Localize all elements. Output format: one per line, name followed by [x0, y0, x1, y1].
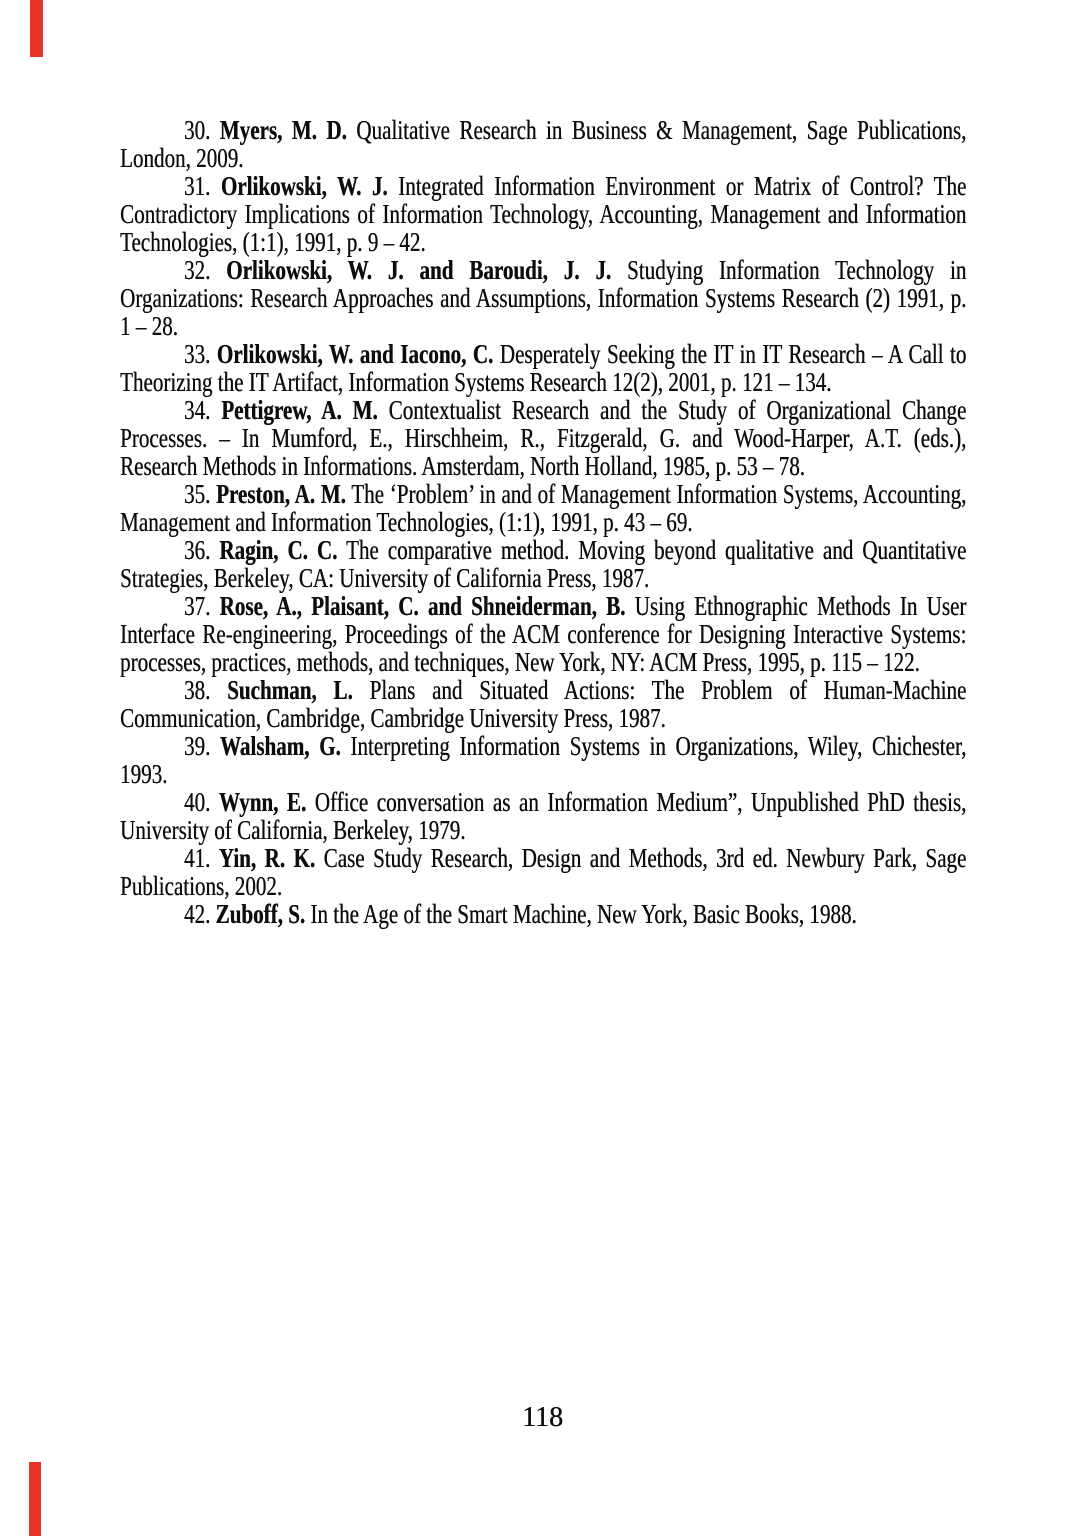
reference-authors: Rose, A., Plaisant, C. and Shneiderman, B. — [219, 591, 626, 621]
reference-authors: Orlikowski, W. J. — [220, 171, 388, 201]
reference-authors: Zuboff, S. — [215, 899, 306, 929]
reference-item — [120, 340, 966, 396]
reference-number: 31. — [183, 171, 211, 201]
reference-text: Desperately Seeking the IT in IT Research – A Call to Theorizing the IT Artifact, Information Systems Research 12(2), 2001, p. 121 – 134. — [120, 339, 967, 397]
reference-number: 42. — [183, 899, 211, 929]
reference-item — [120, 844, 966, 900]
reference-item — [120, 116, 966, 172]
reference-list — [120, 116, 966, 928]
page-number: 118 — [522, 1402, 563, 1433]
reference-authors: Suchman, L. — [227, 675, 353, 705]
reference-authors: Yin, R. K. — [218, 843, 316, 873]
reference-number: 32. — [183, 255, 211, 285]
reference-text: Interpreting Information Systems in Organizations, Wiley, Chichester, 1993. — [120, 731, 967, 789]
reference-item — [120, 732, 966, 788]
reference-text: Contextualist Research and the Study of Organizational Change Processes. – In Mumford, E., Hirschheim, R., Fitzgerald, G. and Wood-Harper, A.T. (eds.), Research Methods in Informations. Amsterdam, North Holland, 1985, p. 53 – 78. — [120, 395, 967, 481]
reference-item — [120, 592, 966, 676]
reference-number: 36. — [183, 535, 211, 565]
reference-authors: Walsham, G. — [219, 731, 341, 761]
reference-number: 30. — [183, 115, 211, 145]
reference-item — [120, 900, 966, 928]
reference-item — [120, 536, 966, 592]
reference-text: In the Age of the Smart Machine, New York, Basic Books, 1988. — [310, 899, 857, 929]
reference-text: Using Ethnographic Methods In User Interface Re-engineering, Proceedings of the ACM conference for Designing Interactive Systems: processes, practices, methods, and techniques, New York, NY: ACM Press, 1995, p. 115 – 122. — [120, 591, 967, 677]
reference-authors: Orlikowski, W. J. and Baroudi, J. J. — [226, 255, 612, 285]
reference-item — [120, 480, 966, 536]
reference-authors: Preston, A. M. — [216, 479, 346, 509]
reference-item — [120, 676, 966, 732]
reference-authors: Wynn, E. — [218, 787, 307, 817]
reference-text: Office conversation as an Information Medium”, Unpublished PhD thesis, University of California, Berkeley, 1979. — [120, 787, 967, 845]
reference-item — [120, 396, 966, 480]
reference-number: 39. — [183, 731, 211, 761]
reference-number: 35. — [183, 479, 211, 509]
reference-item — [120, 172, 966, 256]
reference-item — [120, 256, 966, 340]
reference-authors: Ragin, C. C. — [219, 535, 338, 565]
reference-text: Integrated Information Environment or Matrix of Control? The Contradictory Implications of Information Technology, Accounting, Management and Information Technologies, (1:1), 1991, p. 9 – 42. — [120, 171, 967, 257]
reference-authors: Orlikowski, W. and Iacono, C. — [216, 339, 494, 369]
red-scan-mark-top — [30, 0, 43, 57]
reference-number: 34. — [183, 395, 211, 425]
reference-item — [120, 788, 966, 844]
reference-text: Plans and Situated Actions: The Problem of Human-Machine Communication, Cambridge, Cambridge University Press, 1987. — [120, 675, 967, 733]
reference-number: 38. — [183, 675, 211, 705]
reference-number: 40. — [183, 787, 211, 817]
reference-number: 33. — [183, 339, 211, 369]
reference-authors: Myers, M. D. — [219, 115, 347, 145]
reference-text: Case Study Research, Design and Methods, 3rd ed. Newbury Park, Sage Publications, 2002. — [120, 843, 967, 901]
reference-number: 37. — [183, 591, 211, 621]
reference-text: The comparative method. Moving beyond qualitative and Quantitative Strategies, Berkeley, CA: University of California Press, 1987. — [120, 535, 967, 593]
reference-number: 41. — [183, 843, 211, 873]
reference-text: Qualitative Research in Business & Management, Sage Publications, London, 2009. — [120, 115, 967, 173]
red-scan-mark-bottom — [29, 1462, 41, 1536]
reference-text: The ‘Problem’ in and of Management Information Systems, Accounting, Management and Information Technologies, (1:1), 1991, p. 43 – 69. — [120, 479, 967, 537]
reference-authors: Pettigrew, A. M. — [221, 395, 378, 425]
reference-text: Studying Information Technology in Organizations: Research Approaches and Assumptions, Information Systems Research (2) 1991, p. 1 – 28. — [120, 255, 967, 341]
